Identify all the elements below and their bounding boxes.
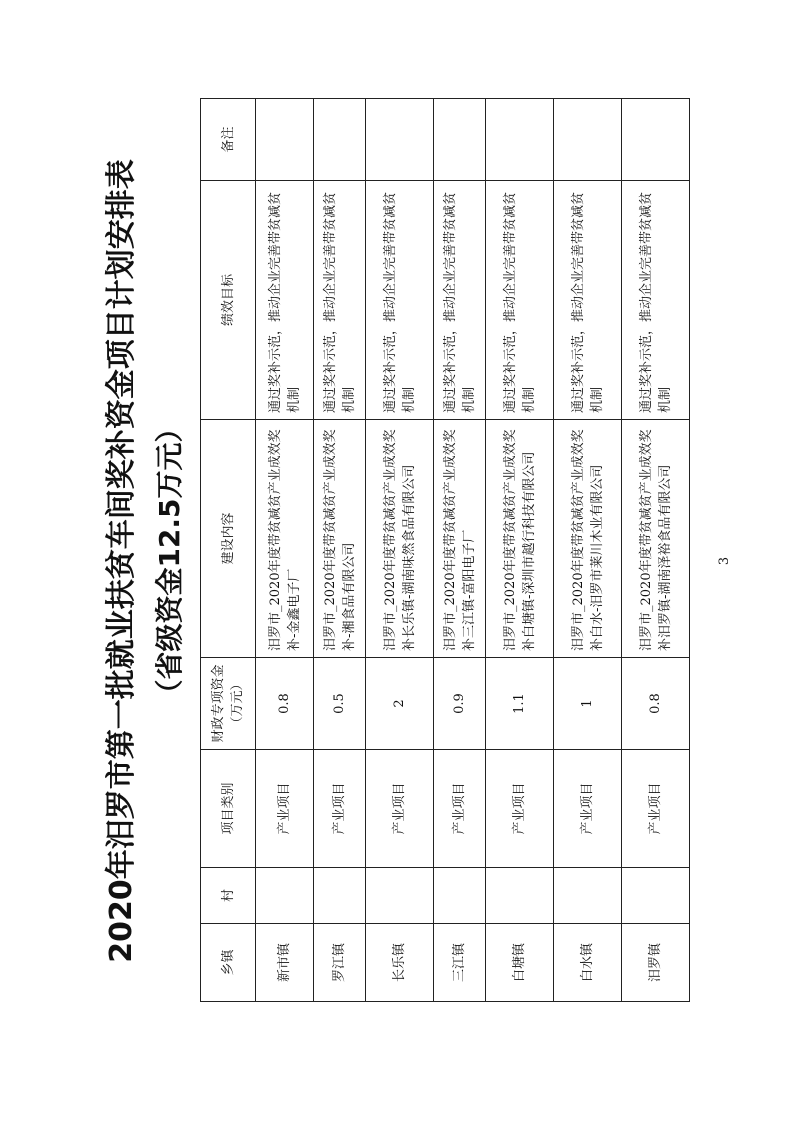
document-subtitle: （省级资金12.5万元） — [153, 414, 186, 708]
cell-village — [256, 868, 314, 924]
cell-goal: 通过奖补示范，推动企业完善带贫减贫机制 — [434, 181, 486, 420]
table-row — [366, 99, 434, 1002]
cell-content: 汨罗市_2020年度带贫减贫产业成效奖补三江镇-富阳电子厂 — [434, 420, 486, 658]
cell-fund: 1 — [554, 658, 622, 750]
cell-fund: 2 — [366, 658, 434, 750]
cell-goal: 通过奖补示范，推动企业完善带贫减贫机制 — [622, 181, 690, 420]
cell-remark — [366, 99, 434, 181]
cell-township: 白水镇 — [554, 924, 622, 1002]
cell-fund: 0.8 — [622, 658, 690, 750]
header-fund-line1: 财政专项资金 — [211, 664, 226, 743]
funding-plan-table — [200, 98, 690, 1002]
table-row — [434, 99, 486, 1002]
cell-township: 罗江镇 — [314, 924, 366, 1002]
cell-category: 产业项目 — [366, 750, 434, 868]
table-row — [622, 99, 690, 1002]
cell-category: 产业项目 — [314, 750, 366, 868]
cell-remark — [256, 99, 314, 181]
table-row — [554, 99, 622, 1002]
cell-remark — [434, 99, 486, 181]
table-row — [256, 99, 314, 1002]
cell-goal: 通过奖补示范，推动企业完善带贫减贫机制 — [366, 181, 434, 420]
cell-content: 汨罗市_2020年度带贫减贫产业成效奖补-湘食品有限公司 — [314, 420, 366, 658]
cell-fund: 0.5 — [314, 658, 366, 750]
cell-category: 产业项目 — [622, 750, 690, 868]
cell-goal: 通过奖补示范，推动企业完善带贫减贫机制 — [554, 181, 622, 420]
cell-township: 白塘镇 — [486, 924, 554, 1002]
cell-goal: 通过奖补示范，推动企业完善带贫减贫机制 — [486, 181, 554, 420]
cell-township: 新市镇 — [256, 924, 314, 1002]
cell-remark — [486, 99, 554, 181]
header-remark: 备注 — [201, 99, 256, 181]
cell-category: 产业项目 — [434, 750, 486, 868]
cell-village — [554, 868, 622, 924]
cell-village — [314, 868, 366, 924]
cell-category: 产业项目 — [554, 750, 622, 868]
cell-fund: 0.9 — [434, 658, 486, 750]
cell-village — [366, 868, 434, 924]
cell-content: 汨罗市_2020年度带贫减贫产业成效奖补长乐镇-湖南味然食品有限公司 — [366, 420, 434, 658]
cell-content: 汨罗市_2020年度带贫减贫产业成效奖补-金鑫电子厂 — [256, 420, 314, 658]
cell-remark — [314, 99, 366, 181]
page-number: 3 — [717, 556, 732, 566]
cell-goal: 通过奖补示范，推动企业完善带贫减贫机制 — [256, 181, 314, 420]
table-row — [486, 99, 554, 1002]
header-village: 村 — [201, 868, 256, 924]
cell-content: 汨罗市_2020年度带贫减贫产业成效奖补白塘镇-深圳市越行科技有限公司 — [486, 420, 554, 658]
cell-village — [486, 868, 554, 924]
cell-fund: 1.1 — [486, 658, 554, 750]
table-row — [314, 99, 366, 1002]
cell-category: 产业项目 — [486, 750, 554, 868]
cell-goal: 通过奖补示范，推动企业完善带贫减贫机制 — [314, 181, 366, 420]
cell-village — [434, 868, 486, 924]
document-title: 2020年汨罗市第一批就业扶贫车间奖补资金项目计划安排表 — [104, 159, 139, 963]
cell-content: 汨罗市_2020年度带贫减贫产业成效奖补汨罗镇-湖南泽裕食品有限公司 — [622, 420, 690, 658]
header-goal: 绩效目标 — [201, 181, 256, 420]
header-fund-line2: （万元） — [230, 677, 245, 730]
cell-township: 长乐镇 — [366, 924, 434, 1002]
cell-category: 产业项目 — [256, 750, 314, 868]
cell-township: 汨罗镇 — [622, 924, 690, 1002]
header-content: 建设内容 — [201, 420, 256, 658]
header-category: 项目类别 — [201, 750, 256, 868]
cell-village — [622, 868, 690, 924]
header-township: 乡镇 — [201, 924, 256, 1002]
cell-remark — [554, 99, 622, 181]
cell-fund: 0.8 — [256, 658, 314, 750]
cell-township: 三江镇 — [434, 924, 486, 1002]
table-header-row — [201, 99, 256, 1002]
header-fund — [201, 658, 256, 750]
cell-content: 汨罗市_2020年度带贫减贫产业成效奖补白水-汨罗市莱川木业有限公司 — [554, 420, 622, 658]
cell-remark — [622, 99, 690, 181]
